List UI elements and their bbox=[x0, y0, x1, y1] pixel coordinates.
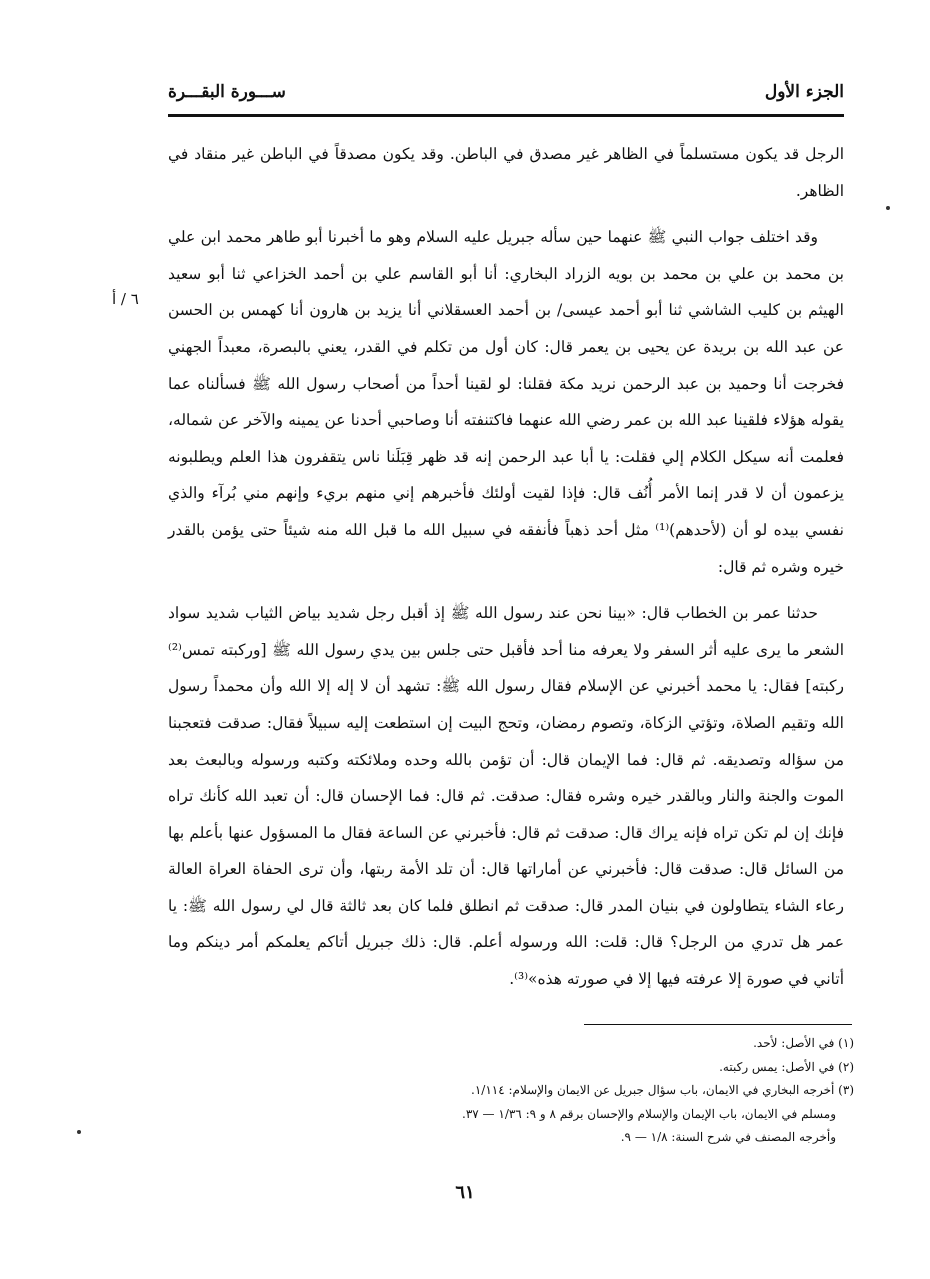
running-header bbox=[168, 80, 844, 108]
paragraph: وقد اختلف جواب النبي ﷺ عنهما حين سأله جبريل عليه السلام وهو ما أخبرنا أبو طاهر محمد ابن علي بن محمد بن علي بن محمد بن بويه الزراد البخاري: أنا أبو القاسم علي بن أحمد الخزاعي ثنا أبو سعيد الهيثم بن كليب الشاشي ثنا أبو أحمد عيسى/ بن أحمد العسقلاني أنا يزيد بن هارون أنا كهمس بن الحسن عن عبد الله بن بريدة عن يحيى بن يعمر قال: كان أول من تكلم في القدر، يعني بالبصرة، معبداً الجهني فخرجت أنا وحميد بن عبد الرحمن نريد مكة فقلنا: لو لقينا أحداً من أصحاب رسول الله ﷺ فسألناه عما يقوله هؤلاء فلقينا عبد الله بن عمر رضي الله عنهما فاكتنفته أنا وصاحبي أحدنا عن يمينه والآخر عن شماله، فعلمت أنه سيكل الكلام إلي فقلت: يا أبا عبد الرحمن إنه قد ظهر قِبَلَنا ناس يتقفرون هذا العلم ويطلبونه يزعمون أن لا قدر إنما الأمر أُنُف قال: فإذا لقيت أولئك فأخبرهم إني منهم بريء وإنهم مني بُرآء والذي نفسي بيده لو أن (لأحدهم)⁽¹⁾ مثل أحد ذهباً فأنفقه في سبيل الله ما قبل الله منه شيئاً حتى يؤمن بالقدر خيره وشره ثم قال: bbox=[168, 228, 844, 576]
margin-dot bbox=[886, 206, 890, 210]
surah-title: ســـورة البقـــرة bbox=[168, 82, 286, 102]
footnote: (٣) أخرجه البخاري في الايمان، باب سؤال جبريل عن الايمان والإسلام: ١/١١٤. bbox=[471, 1083, 854, 1097]
part-title: الجزء الأول bbox=[764, 82, 844, 102]
footnotes bbox=[168, 1032, 854, 1150]
footnote: (٢) في الأصل: يمس ركبته. bbox=[719, 1059, 854, 1074]
footnote: ومسلم في الايمان، باب الإيمان والإسلام والإحسان برقم ٨ و ٩: ١/٣٦ — ٣٧. bbox=[462, 1106, 836, 1121]
manuscript-folio-marker: ٦ / أ bbox=[112, 290, 139, 308]
paragraph: حدثنا عمر بن الخطاب قال: «بينا نحن عند رسول الله ﷺ إذ أقبل رجل شديد بياض الثياب شديد سواد الشعر ما يرى عليه أثر السفر ولا يعرفه منا أحد فأقبل حتى جلس بين يدي رسول الله ﷺ [وركبته تمس⁽²⁾ ركبته] فقال: يا محمد أخبرني عن الإسلام فقال رسول الله ﷺ: تشهد أن لا إله إلا الله وأن محمداً رسول الله وتقيم الصلاة، وتؤتي الزكاة، وتصوم رمضان، وتحج البيت إن استطعت إليه سبيلاً فقال: صدقت فتعجبنا من سؤاله وتصديقه. ثم قال: فما الإيمان قال: أن تؤمن بالله وحده وملائكته وكتبه ورسوله وبالبعث بعد الموت والجنة والنار وبالقدر خيره وشره فقال: صدقت. ثم قال: فما الإحسان قال: أن تعبد الله كأنك تراه فإنك إن لم تكن تراه فإنه يراك قال: صدقت ثم قال: فأخبرني عن الساعة فقال ما المسؤول عنها بأعلم بها من السائل قال: صدقت قال: فأخبرني عن أماراتها قال: أن تلد الأمة ربتها، وأن ترى الحفاة العراة العالة رعاء الشاء يتطاولون في بنيان المدر قال: صدقت ثم انطلق فلما كان بعد ثالثة قال لي رسول الله ﷺ: يا عمر هل تدري من الرجل؟ قال: قلت: الله ورسوله أعلم. قال: ذلك جبريل أتاكم يعلمكم أمر دينكم وما أتاني في صورة إلا عرفته فيها إلا في صورته هذه»⁽³⁾. bbox=[168, 604, 844, 989]
page-number: ٦١ bbox=[455, 1182, 475, 1203]
footnote-rule bbox=[584, 1024, 852, 1025]
header-rule bbox=[168, 114, 844, 117]
margin-dot bbox=[77, 1130, 81, 1134]
footnote: وأخرجه المصنف في شرح السنة: ١/٨ — ٩. bbox=[620, 1130, 836, 1144]
footnote: (١) في الأصل: لأحد. bbox=[753, 1036, 854, 1050]
paragraph: الرجل قد يكون مستسلماً في الظاهر غير مصدق في الباطن. وقد يكون مصدقاً في الباطن غير منقاد في الظاهر. bbox=[168, 145, 844, 200]
main-text bbox=[168, 136, 844, 1008]
